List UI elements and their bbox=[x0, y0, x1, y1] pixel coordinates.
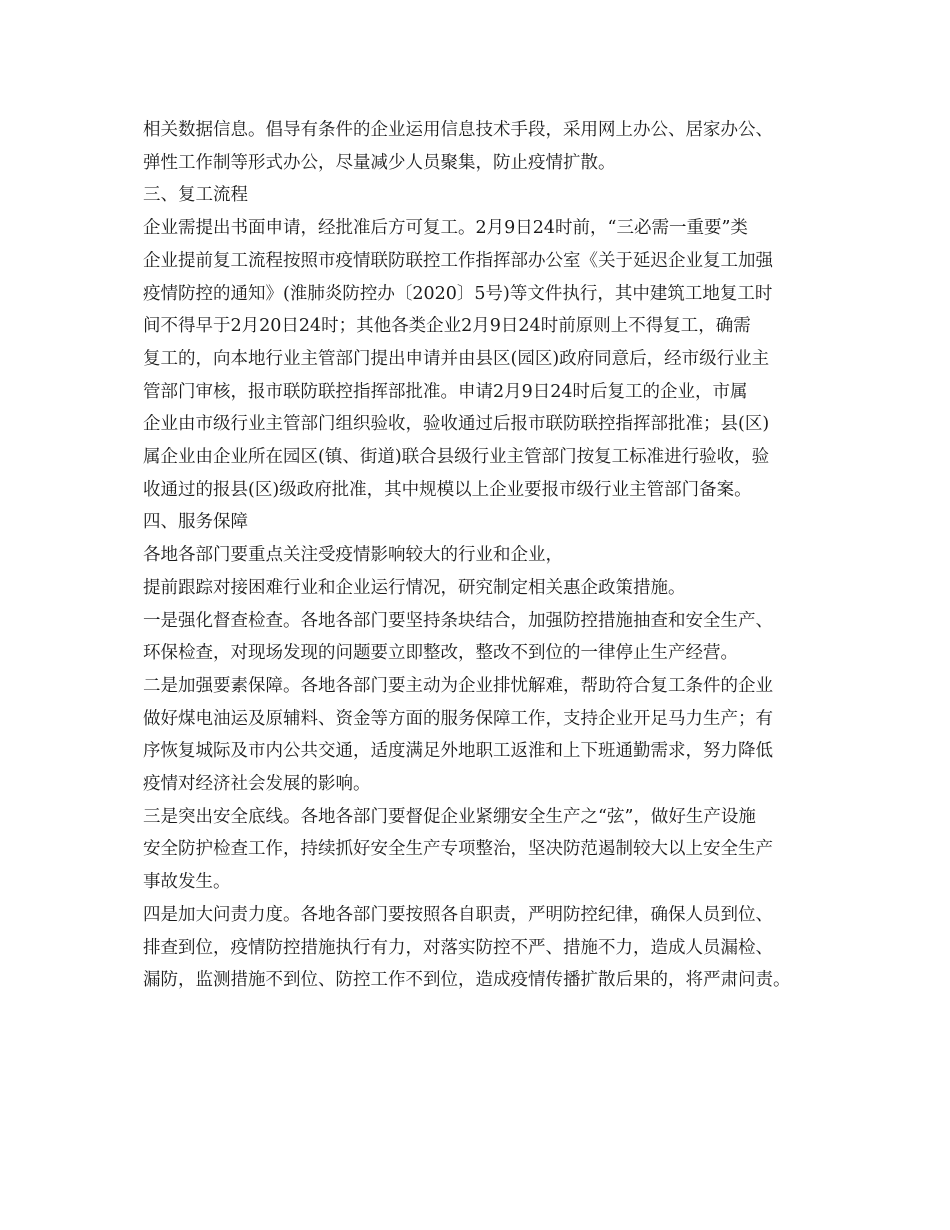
section-heading: 四、服务保障 bbox=[143, 512, 248, 533]
text-line: 企业需提出书面申请，经批准后方可复工。2月9日24时前，“三必需一重要”类 bbox=[143, 218, 748, 239]
text-line: 序恢复城际及市内公共交通，适度满足外地职工返淮和上下班通勤需求，努力降低 bbox=[143, 741, 773, 762]
text-line: 做好煤电油运及原辅料、资金等方面的服务保障工作，支持企业开足马力生产；有 bbox=[143, 708, 773, 729]
text-line: 属企业由企业所在园区(镇、街道)联合县级行业主管部门按复工标准进行验收，验 bbox=[143, 447, 770, 468]
text-line: 复工的，向本地行业主管部门提出申请并由县区(园区)政府同意后，经市级行业主 bbox=[143, 348, 770, 369]
text-line: 管部门审核，报市联防联控指挥部批准。申请2月9日24时后复工的企业，市属 bbox=[143, 381, 748, 402]
text-line: 一是强化督查检查。各地各部门要坚持条块结合，加强防控措施抽查和安全生产、 bbox=[143, 610, 773, 631]
section-heading: 三、复工流程 bbox=[143, 185, 248, 206]
text-line: 间不得早于2月20日24时；其他各类企业2月9日24时前原则上不得复工，确需 bbox=[143, 316, 751, 337]
text-line: 收通过的报县(区)级政府批准，其中规模以上企业要报市级行业主管部门备案。 bbox=[143, 479, 752, 500]
text-line: 排查到位，疫情防控措施执行有力，对落实防控不严、措施不力，造成人员漏检、 bbox=[143, 937, 773, 958]
text-line: 各地各部门要重点关注受疫情影响较大的行业和企业， bbox=[143, 545, 563, 566]
text-line: 企业由市级行业主管部门组织验收，验收通过后报市联防联控指挥部批准；县(区) bbox=[143, 414, 770, 435]
text-line: 三是突出安全底线。各地各部门要督促企业紧绷安全生产之“弦”，做好生产设施 bbox=[143, 806, 756, 827]
document-body bbox=[143, 114, 833, 997]
text-line: 企业提前复工流程按照市疫情联防联控工作指挥部办公室《关于延迟企业复工加强 bbox=[143, 250, 773, 271]
text-line: 提前跟踪对接困难行业和企业运行情况，研究制定相关惠企政策措施。 bbox=[143, 577, 686, 598]
text-line: 四是加大问责力度。各地各部门要按照各自职责，严明防控纪律，确保人员到位、 bbox=[143, 904, 773, 925]
text-line: 环保检查，对现场发现的问题要立即整改，整改不到位的一律停止生产经营。 bbox=[143, 643, 738, 664]
text-line: 疫情对经济社会发展的影响。 bbox=[143, 774, 371, 795]
text-line: 二是加强要素保障。各地各部门要主动为企业排忧解难，帮助符合复工条件的企业 bbox=[143, 675, 773, 696]
text-line: 疫情防控的通知》(淮肺炎防控办〔2020〕5号)等文件执行，其中建筑工地复工时 bbox=[143, 283, 773, 304]
text-line: 弹性工作制等形式办公，尽量减少人员聚集，防止疫情扩散。 bbox=[143, 152, 616, 173]
text-line: 漏防，监测措施不到位、防控工作不到位，造成疫情传播扩散后果的，将严肃问责。 bbox=[143, 970, 791, 991]
text-line: 事故发生。 bbox=[143, 872, 231, 893]
text-line: 安全防护检查工作，持续抓好安全生产专项整治，坚决防范遏制较大以上安全生产 bbox=[143, 839, 773, 860]
text-line: 相关数据信息。倡导有条件的企业运用信息技术手段，采用网上办公、居家办公、 bbox=[143, 120, 773, 140]
